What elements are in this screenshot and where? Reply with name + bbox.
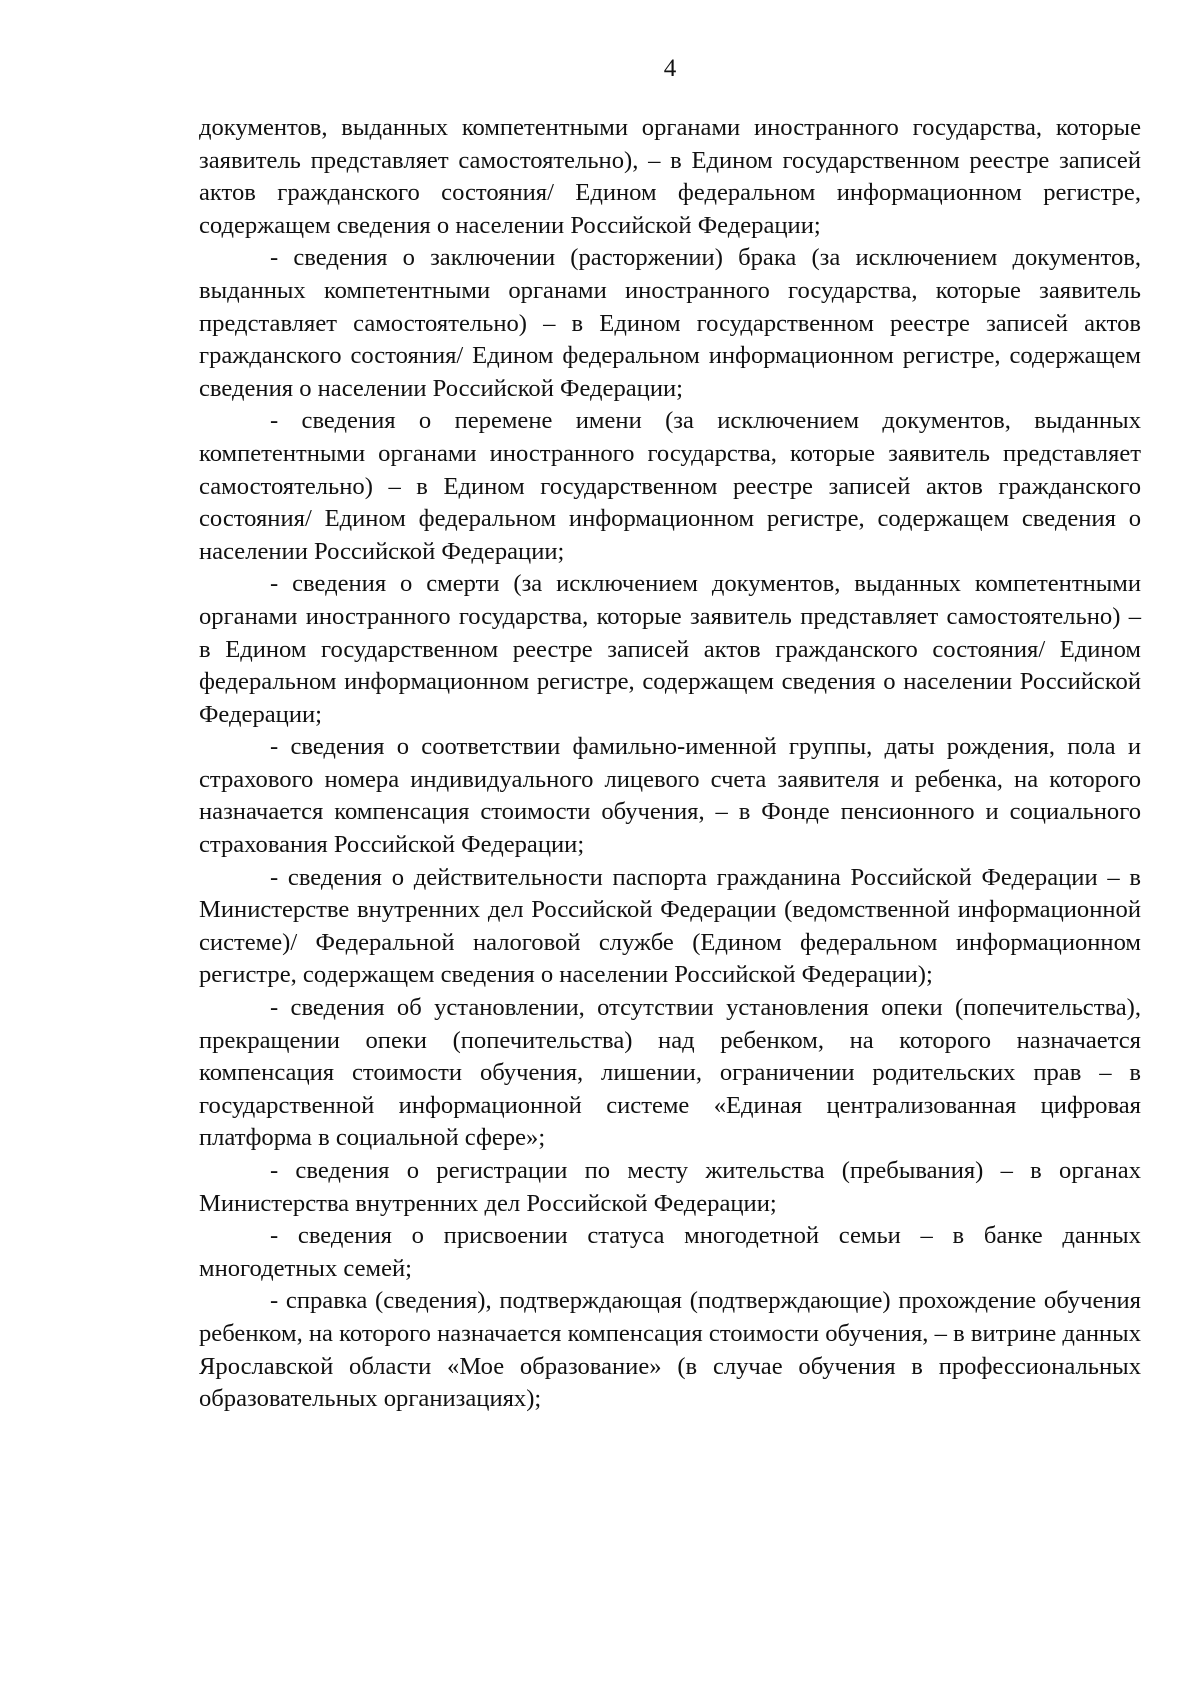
paragraph-study-certificate: - справка (сведения), подтверждающая (подтверждающие) прохождение обучения ребенком, на которого назначается компенсация стоимости обучения, – в витрине данных Ярославской области «Мое образование» (в случае обучения в профессиональных образовательных организациях); bbox=[199, 1287, 1141, 1413]
paragraph-registration-info: - сведения о регистрации по месту жительства (пребывания) – в органах Министерства внутренних дел Российской Федерации; bbox=[199, 1157, 1141, 1217]
page-number: 4 bbox=[663, 55, 677, 82]
paragraph-marriage-info: - сведения о заключении (расторжении) брака (за исключением документов, выданных компетентными органами иностранного государства, которые заявитель представляет самостоятельно) – в Едином государственном реестре записей актов гражданского состояния/ Едином федеральном информационном регистре, содержащем сведения о населении Российской Федерации; bbox=[199, 244, 1141, 402]
document-body bbox=[199, 112, 1141, 1416]
paragraph-passport-info: - сведения о действительности паспорта гражданина Российской Федерации – в Министерстве внутренних дел Российской Федерации (ведомственной информационной системе)/ Федеральной налоговой службе (Едином федеральном информационном регистре, содержащем сведения о населении Российской Федерации); bbox=[199, 863, 1141, 989]
paragraph-name-change-info: - сведения о перемене имени (за исключением документов, выданных компетентными органами иностранного государства, которые заявитель представляет самостоятельно) – в Едином государственном реестре записей актов гражданского состояния/ Едином федеральном информационном регистре, содержащем сведения о населении Российской Федерации; bbox=[199, 407, 1141, 565]
paragraph-snils-info: - сведения о соответствии фамильно-именной группы, даты рождения, пола и страхового номера индивидуального лицевого счета заявителя и ребенка, на которого назначается компенсация стоимости обучения, – в Фонде пенсионного и социального страхования Российской Федерации; bbox=[199, 733, 1141, 859]
paragraph-continuation: документов, выданных компетентными органами иностранного государства, которые заявитель представляет самостоятельно), – в Едином государственном реестре записей актов гражданского состояния/ Едином федеральном информационном регистре, содержащем сведения о населении Российской Федерации; bbox=[199, 114, 1141, 239]
paragraph-guardianship-info: - сведения об установлении, отсутствии установления опеки (попечительства), прекращении опеки (попечительства) над ребенком, на которого назначается компенсация стоимости обучения, лишении, ограничении родительских прав – в государственной информационной системе «Единая централизованная цифровая платформа в социальной сфере»; bbox=[199, 994, 1141, 1152]
paragraph-large-family-info: - сведения о присвоении статуса многодетной семьи – в банке данных многодетных семей; bbox=[199, 1222, 1141, 1282]
paragraph-death-info: - сведения о смерти (за исключением документов, выданных компетентными органами иностранного государства, которые заявитель представляет самостоятельно) – в Едином государственном реестре записей актов гражданского состояния/ Едином федеральном информационном регистре, содержащем сведения о населении Российской Федерации; bbox=[199, 570, 1141, 728]
